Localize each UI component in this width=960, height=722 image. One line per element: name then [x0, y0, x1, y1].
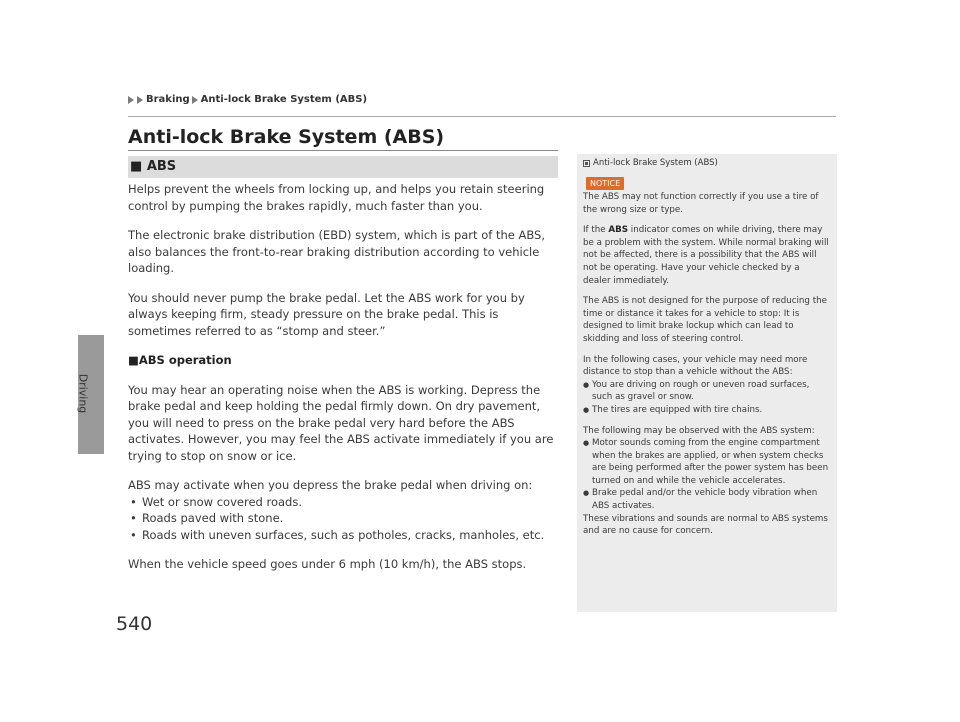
breadcrumb-arrow-icon — [137, 96, 143, 104]
list-item: ● The tires are equipped with tire chains. — [583, 404, 829, 417]
paragraph-pump: You should never pump the brake pedal. Let the ABS work for you by always keeping firm, steady pressure on the brake pedal. This is sometimes referred to as “stomp and steer.” — [128, 290, 525, 338]
cases-paragraph: In the following cases, your vehicle may need more distance to stop than a vehicle without the ABS: — [583, 354, 808, 378]
observed-list — [583, 437, 829, 513]
section-heading-text: ABS — [146, 159, 177, 174]
paragraph-operation: You may hear an operating noise when the ABS is working. Depress the brake pedal and keep holding the pedal firmly down. On dry pavement, you will need to press on the brake pedal very hard before the ABS activates. However, you may feel the ABS activate immediately if you are trying to stop on snow or ice. — [128, 382, 554, 463]
observed-paragraph: The following may be observed with the ABS system: — [583, 425, 815, 436]
cases-list — [583, 379, 829, 417]
list-item: ● Brake pedal and/or the vehicle body vibration when ABS activates. — [583, 487, 829, 512]
page-number: 540 — [116, 613, 153, 635]
subsection-heading: ■ABS operation — [128, 353, 232, 367]
breadcrumb-arrow-icon — [192, 96, 198, 104]
section-heading-bar — [128, 156, 558, 178]
section-heading — [130, 159, 176, 174]
list-item: • Wet or snow covered roads. — [128, 494, 560, 511]
section-marker: ■ — [130, 159, 143, 174]
title-divider — [128, 150, 558, 151]
indicator-post: indicator comes on while driving, there may be a problem with the system. While normal braking will not be affected, there is a possibility that the ABS will not be operating. Have your vehicle checked by a dealer immediately. — [583, 225, 829, 286]
list-item: ● Motor sounds coming from the engine compartment when the brakes are applied, or when system checks are being performed after the power system has been turned on and while the vehicle accelerates. — [583, 437, 829, 487]
indicator-paragraph — [583, 224, 829, 287]
page-title: Anti-lock Brake System (ABS) — [128, 126, 445, 148]
header-divider — [128, 116, 836, 117]
main-content — [128, 181, 560, 586]
paragraph-ebd: The electronic brake distribution (EBD) system, which is part of the ABS, also balances the front-to-rear braking distribution according to vehicle loading. — [128, 228, 545, 275]
list-item: • Roads with uneven surfaces, such as potholes, cracks, manholes, etc. — [128, 527, 560, 544]
design-paragraph: The ABS is not designed for the purpose of reducing the time or distance it takes for a vehicle to stop: It is designed to limit brake lockup which can lead to skidding and loss of steering control. — [583, 296, 827, 344]
sidebar-body — [583, 191, 829, 538]
final-paragraph: These vibrations and sounds are normal to ABS systems and are no cause for concern. — [583, 513, 828, 537]
breadcrumb-arrow-icon — [128, 96, 134, 104]
list-item: ● You are driving on rough or uneven road surfaces, such as gravel or snow. — [583, 379, 829, 404]
list-item: • Roads paved with stone. — [128, 510, 560, 527]
paragraph-intro: Helps prevent the wheels from locking up, and helps you retain steering control by pumping the brakes rapidly, much faster than you. — [128, 182, 545, 213]
notice-text: The ABS may not function correctly if you use a tire of the wrong size or type. — [583, 192, 819, 215]
abs-indicator-label: ABS — [608, 225, 629, 236]
breadcrumb-item-braking[interactable]: Braking — [146, 94, 190, 105]
paragraph-speed: When the vehicle speed goes under 6 mph (10 km/h), the ABS stops. — [128, 557, 527, 571]
sidebar-title — [583, 158, 718, 168]
conditions-list — [128, 494, 560, 544]
indicator-pre: If the — [583, 225, 609, 236]
side-tab-label: Driving — [76, 373, 90, 414]
reference-icon — [583, 160, 590, 167]
breadcrumb-item-abs[interactable]: Anti-lock Brake System (ABS) — [200, 94, 368, 105]
breadcrumb — [128, 94, 367, 105]
sidebar-title-text: Anti-lock Brake System (ABS) — [593, 158, 718, 168]
paragraph-conditions: ABS may activate when you depress the brake pedal when driving on: — [128, 478, 533, 492]
notice-badge: NOTICE — [586, 177, 624, 190]
